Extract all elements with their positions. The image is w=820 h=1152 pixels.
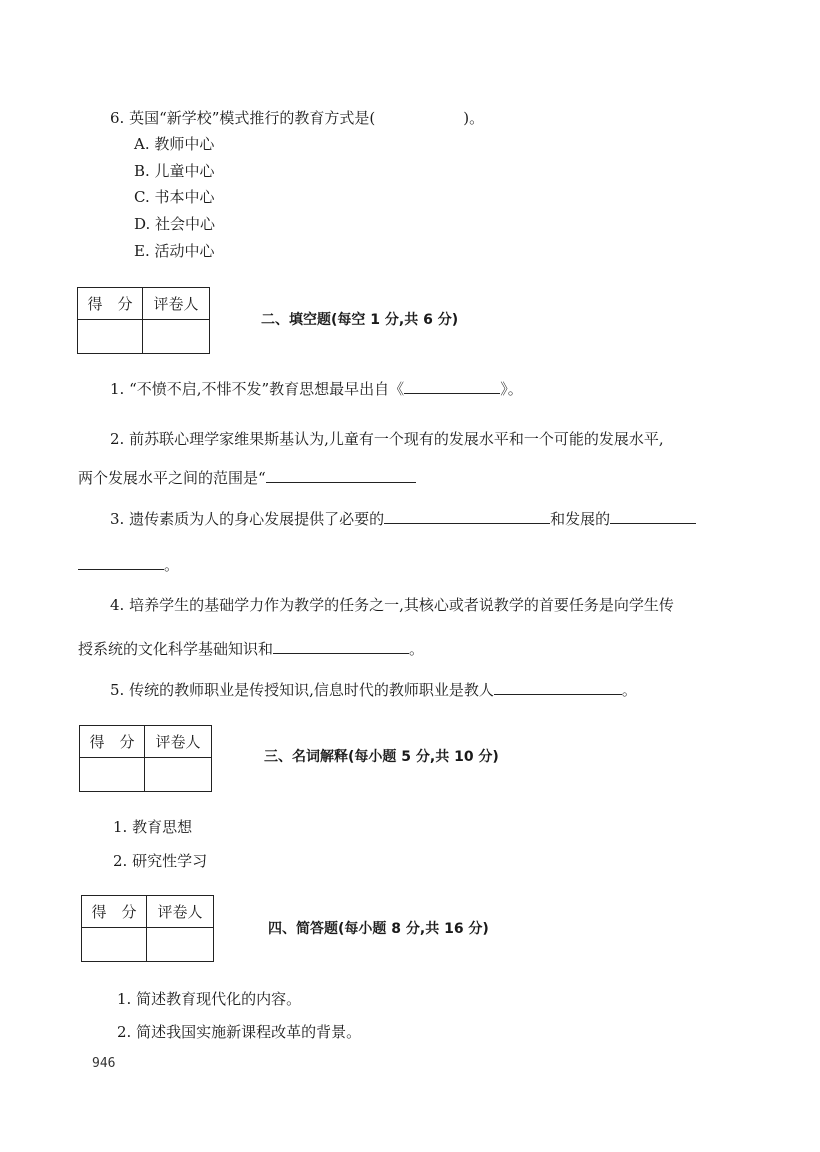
mc-option-b: B. 儿童中心 [134,162,215,180]
mc-option-a: A. 教师中心 [134,135,215,153]
score-cell[interactable] [78,320,143,354]
score-box-section-3 [79,725,212,792]
grader-cell[interactable] [145,758,212,792]
score-box-section-2 [77,287,210,354]
score-label: 得 分 [82,896,147,928]
blank-3b-cont[interactable] [78,553,164,570]
blank-3b[interactable] [610,507,696,524]
term-item-2: 2. 研究性学习 [113,852,208,870]
mc-question-6 [110,108,484,128]
fill-question-3: 3. 遗传素质为人的身心发展提供了必要的 和发展的 [110,507,696,529]
fill-question-4-line2: 授系统的文化科学基础知识和 。 [78,637,424,659]
short-answer-2: 2. 简述我国实施新课程改革的背景。 [117,1023,362,1041]
blank-3a[interactable] [384,507,550,524]
blank-1[interactable] [404,377,500,394]
grader-label: 评卷人 [143,288,210,320]
section-4-title: 四、简答题(每小题 8 分,共 16 分) [268,921,489,937]
score-cell[interactable] [82,928,147,962]
score-label: 得 分 [78,288,143,320]
fill-question-2-line2: 两个发展水平之间的范围是“ [78,466,416,488]
mc-option-e: E. 活动中心 [134,242,215,260]
fill-question-1: 1. “不愤不启,不悱不发”教育思想最早出自《 》。 [110,377,523,399]
term-item-1: 1. 教育思想 [113,818,193,836]
score-label: 得 分 [80,726,145,758]
score-box-section-4 [81,895,214,962]
short-answer-1: 1. 简述教育现代化的内容。 [117,990,302,1008]
grader-label: 评卷人 [147,896,214,928]
fill-question-3-line2: 。 [78,553,179,575]
mc-stem-end: )。 [463,109,485,127]
section-3-title: 三、名词解释(每小题 5 分,共 10 分) [264,749,499,765]
grader-cell[interactable] [143,320,210,354]
mc-option-d: D. 社会中心 [134,215,216,233]
score-cell[interactable] [80,758,145,792]
mc-stem-start: 6. 英国“新学校”模式推行的教育方式是( [110,109,376,127]
blank-4[interactable] [273,637,409,654]
section-2-title: 二、填空题(每空 1 分,共 6 分) [261,312,459,328]
fill-question-4-line1: 4. 培养学生的基础学力作为教学的任务之一,其核心或者说教学的首要任务是向学生传 [110,596,674,614]
grader-label: 评卷人 [145,726,212,758]
grader-cell[interactable] [147,928,214,962]
blank-5[interactable] [494,678,622,695]
page-number: 946 [92,1056,116,1071]
blank-2[interactable] [266,466,416,483]
fill-question-5: 5. 传统的教师职业是传授知识,信息时代的教师职业是教人 。 [110,678,637,700]
mc-option-c: C. 书本中心 [134,188,215,206]
fill-question-2-line1: 2. 前苏联心理学家维果斯基认为,儿童有一个现有的发展水平和一个可能的发展水平, [110,430,664,448]
